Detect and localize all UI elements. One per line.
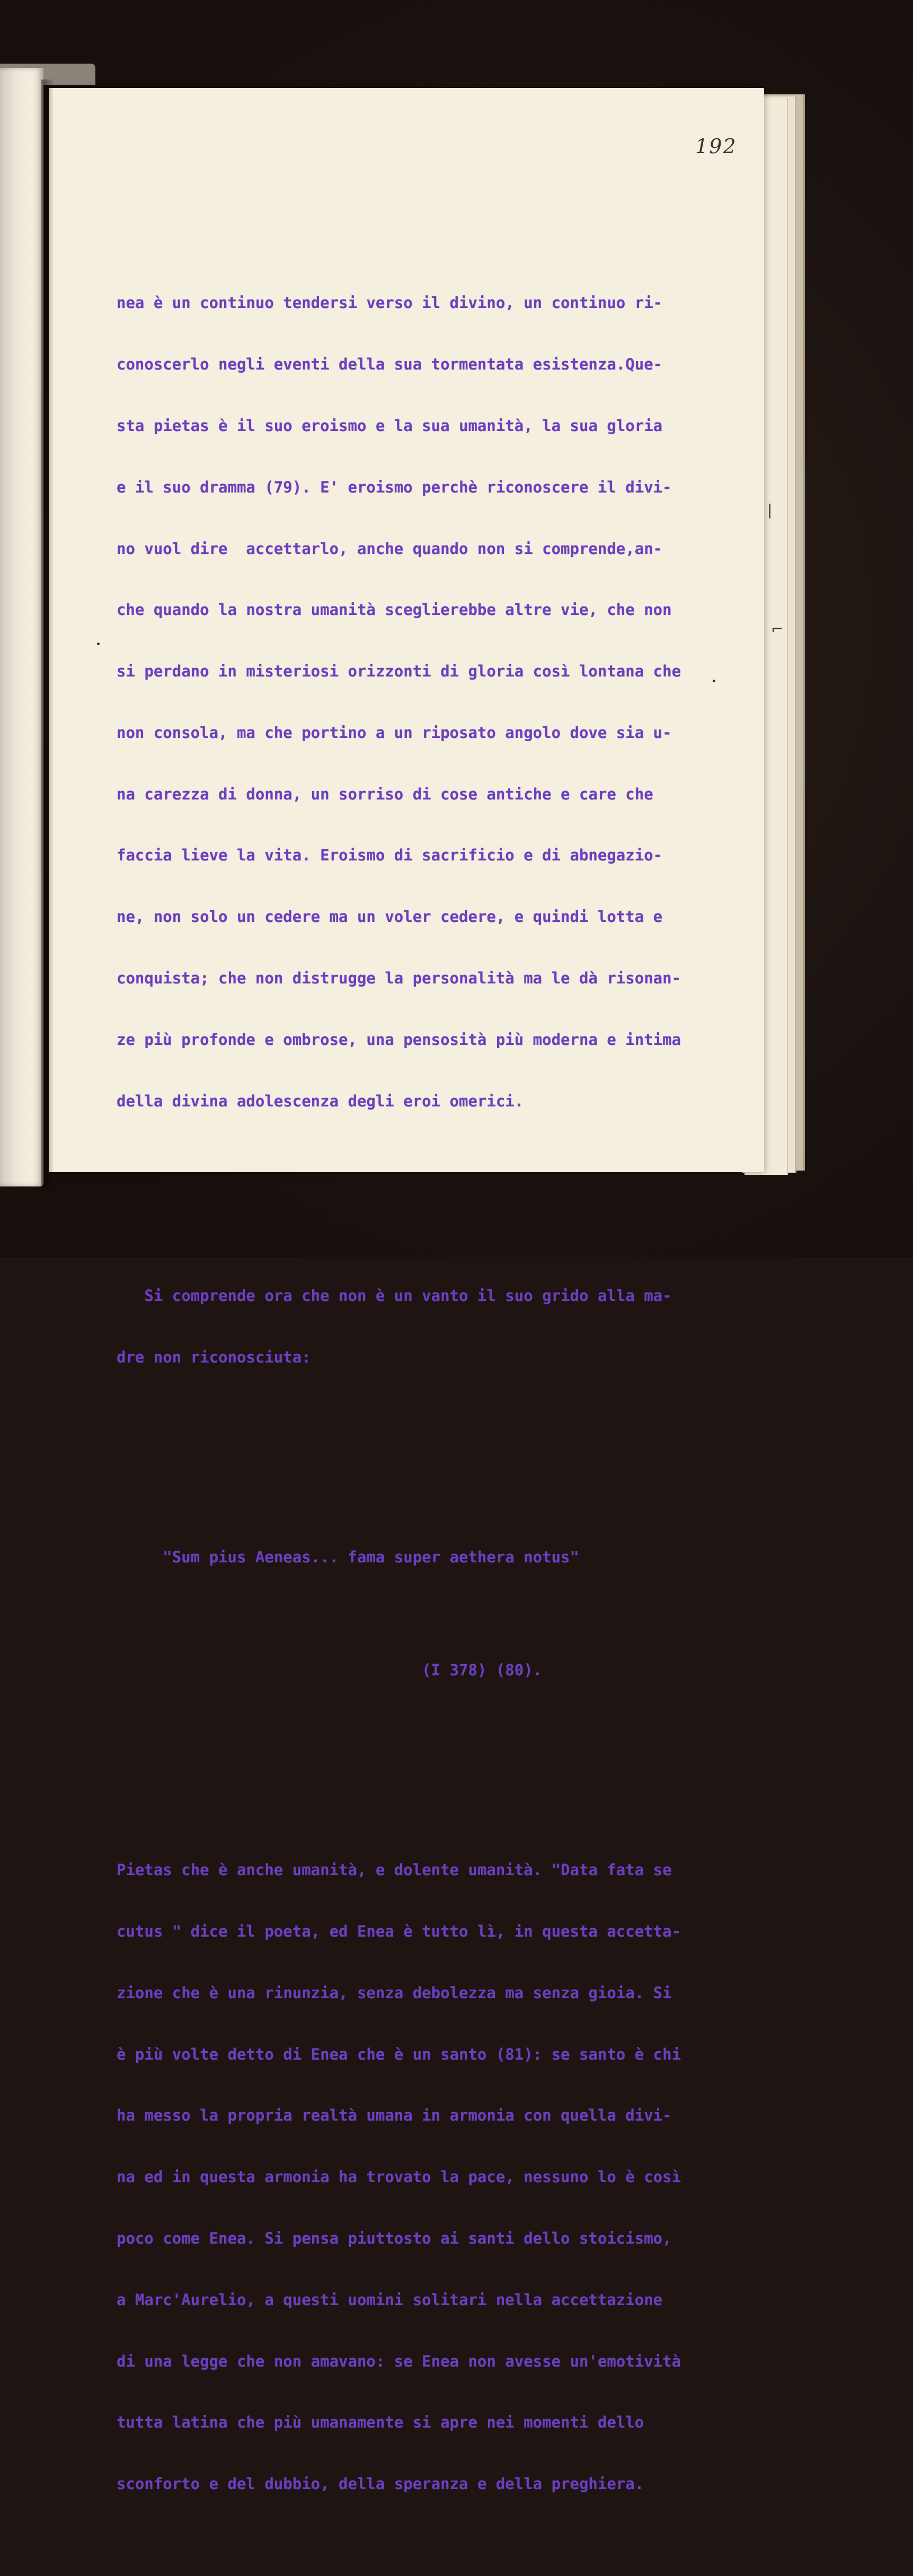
- margin-mark: ⌐: [771, 620, 784, 638]
- text-line: della divina adolescenza degli eroi omerici.: [117, 1092, 524, 1110]
- text-line: e il suo dramma (79). E' eroismo perchè riconoscere il divi-: [117, 478, 672, 496]
- text-line: Pietas che è anche umanità, e dolente umanità. "Data fata se: [117, 1861, 672, 1879]
- text-line: sconforto e del dubbio, della speranza e della preghiera.: [117, 2475, 644, 2493]
- text-line: che quando la nostra umanità sceglierebbe altre vie, che non: [117, 601, 672, 619]
- text-line: conquista; che non distrugge la personalità ma le dà risonan-: [117, 969, 681, 987]
- ink-speck: [713, 680, 715, 682]
- text-line: dre non riconosciuta:: [117, 1348, 311, 1366]
- text-line: nea è un continuo tendersi verso il divino, un continuo ri-: [117, 294, 663, 312]
- text-line: si perdano in misteriosi orizzonti di gloria così lontana che: [117, 662, 681, 681]
- text-line: di una legge che non amavano: se Enea non avesse un'emotività: [117, 2352, 681, 2370]
- text-line: Si comprende ora che non è un vanto il suo grido alla ma-: [117, 1286, 672, 1305]
- text-line: non consola, ma che portino a un riposato angolo dove sia u-: [117, 723, 672, 742]
- text-line: ze più profonde e ombrose, una pensosità più moderna e intima: [117, 1030, 681, 1049]
- text-line: ha messo la propria realtà umana in armonia con quella divi-: [117, 2106, 672, 2125]
- text-line: è più volte detto di Enea che è un santo (81): se santo è chi: [117, 2045, 681, 2063]
- text-line: faccia lieve la vita. Eroismo di sacrificio e di abnegazio-: [117, 846, 663, 865]
- text-line: ne, non solo un cedere ma un voler cedere, e quindi lotta e: [117, 908, 663, 926]
- typewritten-text: [117, 211, 715, 2576]
- text-line: no vuol dire accettarlo, anche quando non si comprende,an-: [117, 539, 663, 558]
- quotation: [117, 1506, 715, 1721]
- text-line: sta pietas è il suo eroismo e la sua umanità, la sua gloria: [117, 416, 663, 435]
- paragraph-1: [117, 252, 715, 1152]
- quote-reference: (I 378) (80).: [117, 1660, 543, 1679]
- quote-line: "Sum pius Aeneas... fama super aethera notus": [117, 1548, 579, 1566]
- book-gutter: [41, 80, 53, 1188]
- text-line: tutta latina che più umanamente si apre nei momenti dello: [117, 2413, 644, 2432]
- paragraph-3: [117, 1819, 715, 2535]
- paragraph-2: [117, 1245, 715, 1409]
- text-line: zione che è una rinunzia, senza debolezza ma senza gioia. Si: [117, 1983, 672, 2002]
- text-line: na carezza di donna, un sorriso di cose antiche e care che: [117, 785, 653, 803]
- margin-mark: |: [767, 501, 773, 518]
- text-line: poco come Enea. Si pensa piuttosto ai santi dello stoicismo,: [117, 2229, 672, 2247]
- text-line: na ed in questa armonia ha trovato la pace, nessuno lo è così: [117, 2168, 681, 2186]
- text-line: cutus " dice il poeta, ed Enea è tutto lì, in questa accetta-: [117, 1922, 681, 1941]
- text-line: conoscerlo negli eventi della sua tormentata esistenza.Que-: [117, 355, 663, 374]
- left-page-edge: [0, 68, 43, 1186]
- page-number: 192: [695, 135, 737, 158]
- ink-speck: [97, 643, 100, 645]
- text-line: a Marc'Aurelio, a questi uomini solitari nella accettazione: [117, 2290, 663, 2309]
